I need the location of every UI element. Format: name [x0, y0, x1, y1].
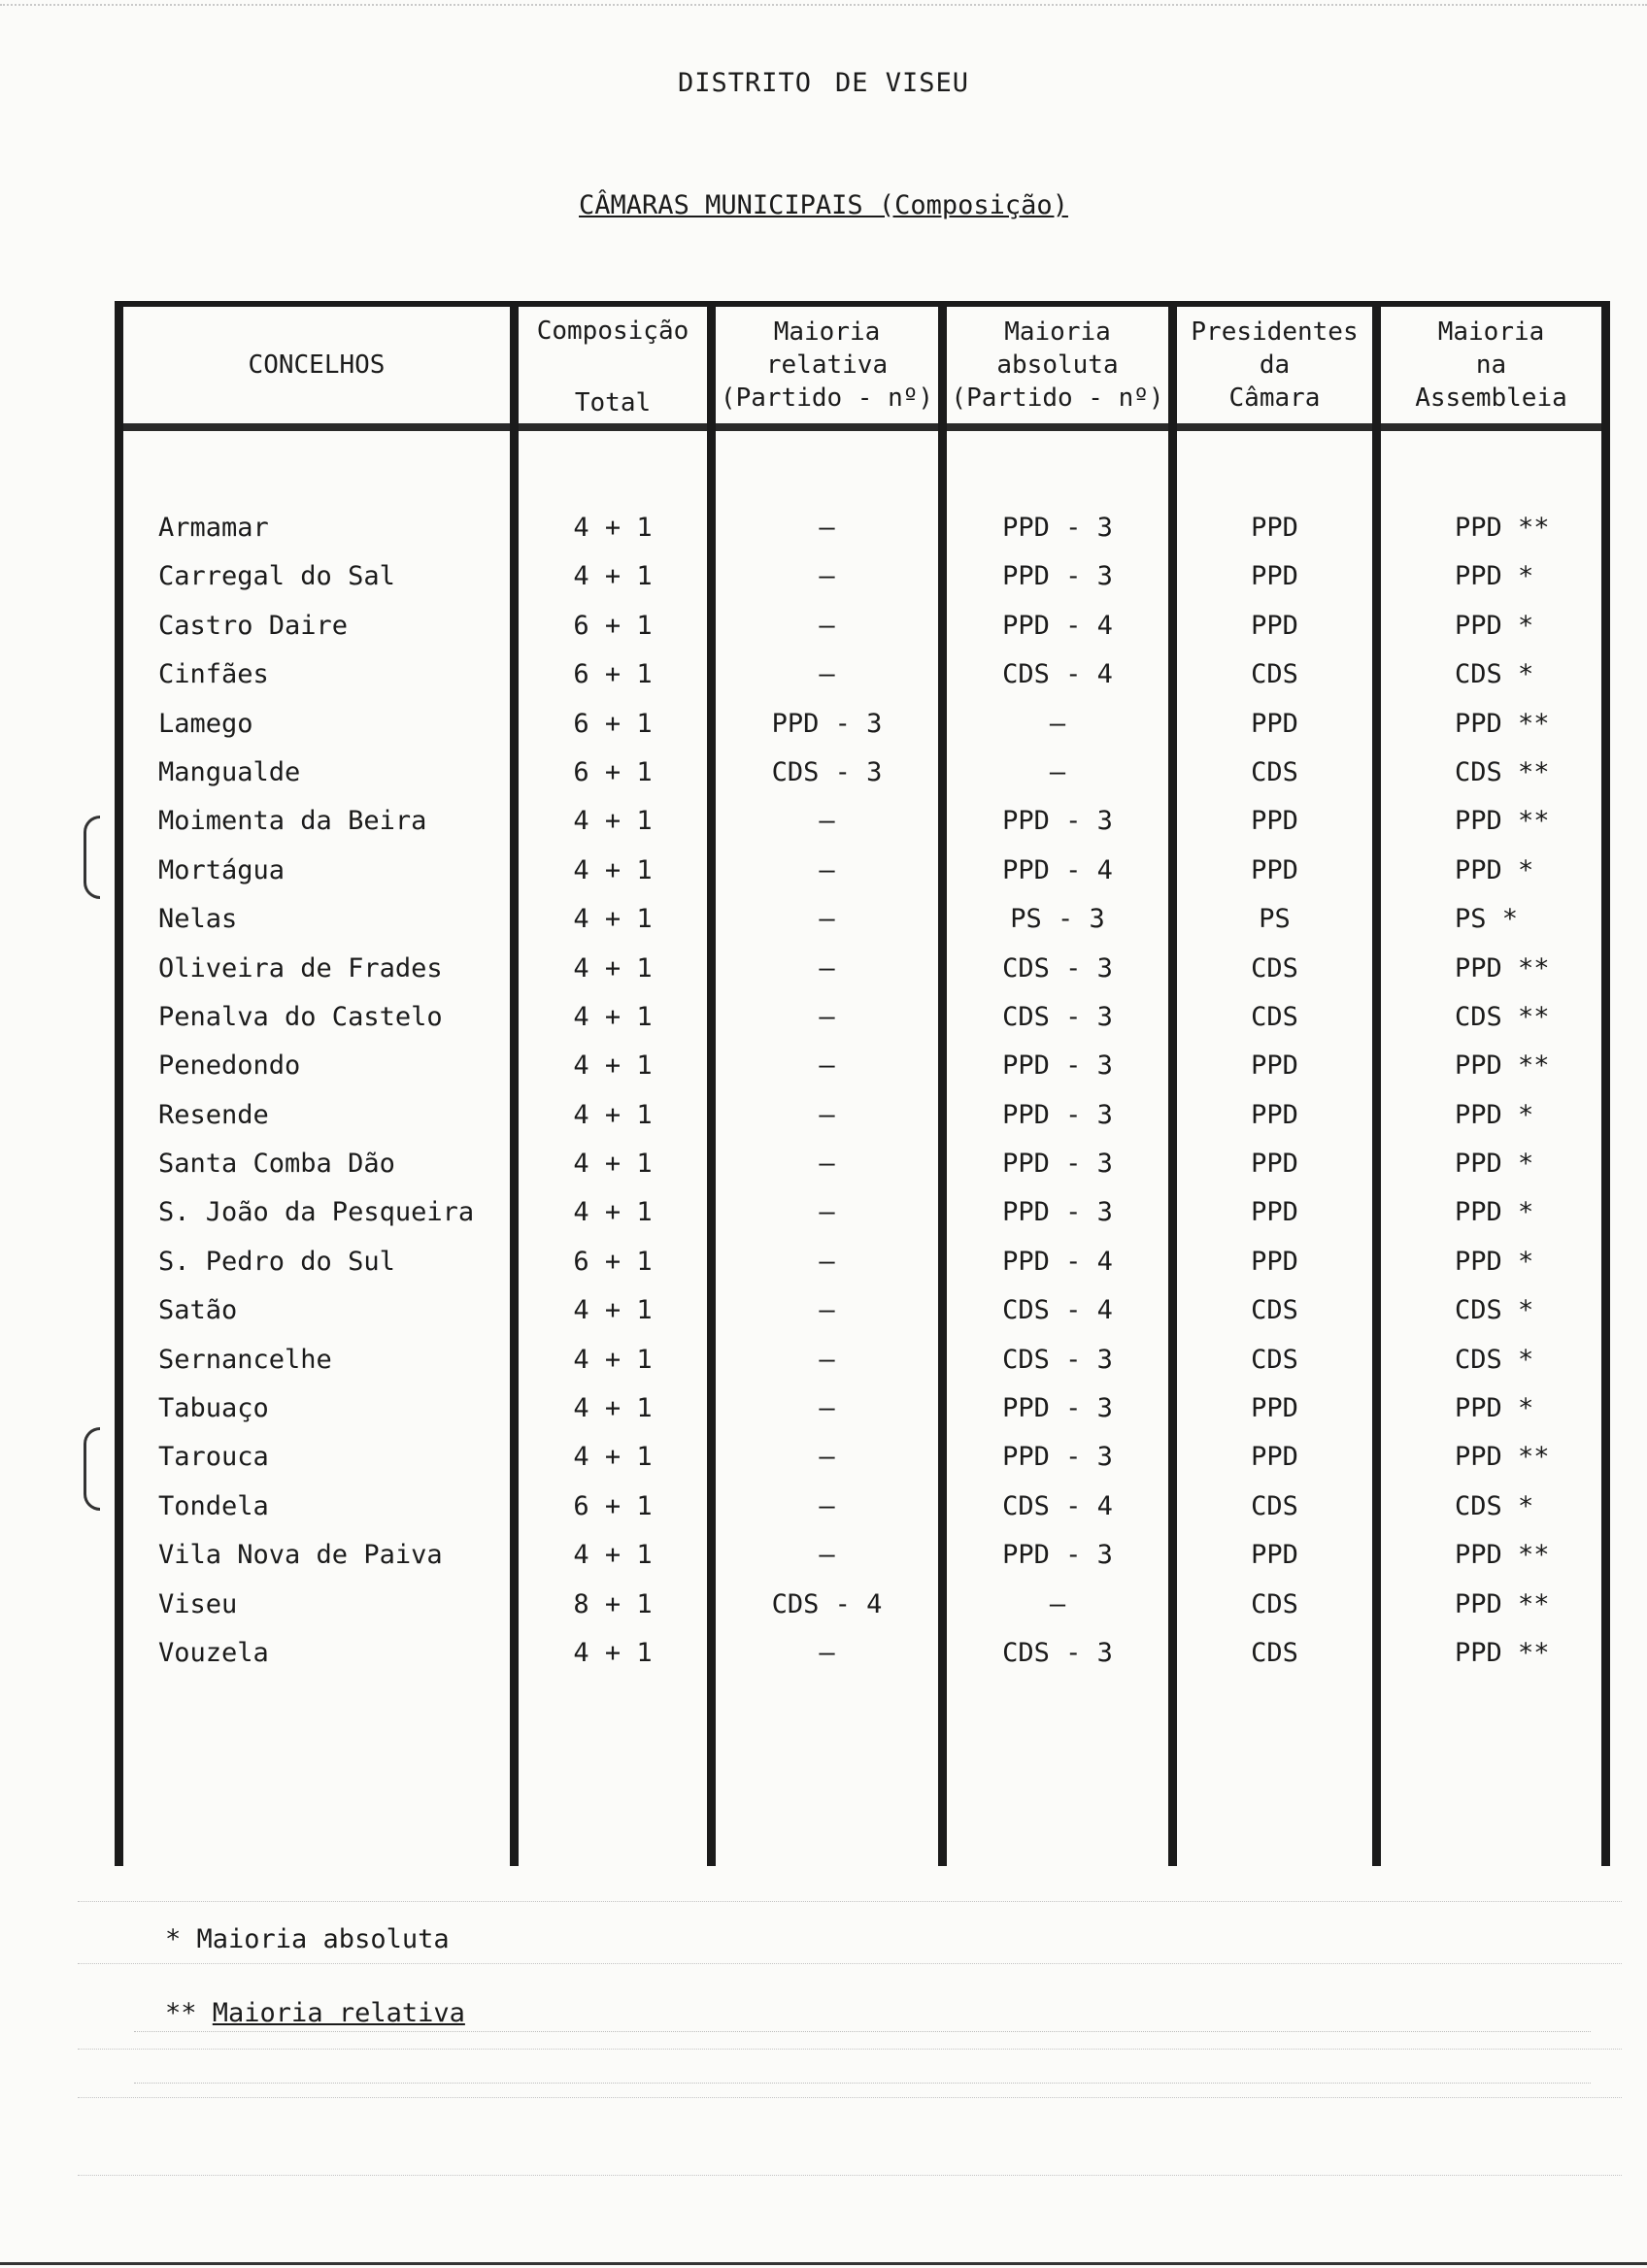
cell-presidente: PPD [1251, 1197, 1298, 1228]
legend-double-star-mark: ** [165, 1998, 197, 2028]
cell-maioria-relativa: — [819, 1099, 835, 1130]
cell-concelho: Carregal do Sal [158, 561, 395, 592]
cell-maioria-absoluta: PPD - 3 [1002, 1540, 1113, 1571]
cell-maioria-relativa: — [819, 561, 835, 592]
cell-maioria-relativa: PPD - 3 [771, 708, 883, 739]
cell-composicao: 4 + 1 [573, 1442, 653, 1473]
cell-assembleia: CDS ** [1455, 1001, 1550, 1032]
table-row [115, 701, 1610, 750]
cell-maioria-absoluta: PPD - 4 [1002, 610, 1113, 641]
cell-presidente: PPD [1251, 1393, 1298, 1424]
table-row [115, 750, 1610, 798]
header-text: na [1475, 350, 1507, 380]
cell-maioria-relativa: — [819, 1344, 835, 1375]
cell-presidente: CDS [1251, 756, 1298, 787]
cell-composicao: 4 + 1 [573, 513, 653, 543]
cell-maioria-relativa: — [819, 952, 835, 984]
cell-concelho: Resende [158, 1099, 269, 1130]
cell-composicao: 4 + 1 [573, 1051, 653, 1082]
header-text: Presidentes [1191, 317, 1359, 347]
composition-table [115, 301, 1610, 1866]
cell-assembleia: PPD * [1455, 610, 1534, 641]
header-maioria-relativa [716, 307, 938, 423]
table-row [115, 1239, 1610, 1287]
punch-hole-mark [84, 1427, 100, 1511]
cell-concelho: Viseu [158, 1588, 238, 1619]
cell-maioria-relativa: — [819, 659, 835, 690]
header-text: Maioria [773, 317, 881, 347]
cell-maioria-absoluta: CDS - 4 [1002, 1490, 1113, 1521]
cell-concelho: Tabuaço [158, 1393, 269, 1424]
cell-presidente: PPD [1251, 854, 1298, 885]
cell-maioria-absoluta: CDS - 3 [1002, 1344, 1113, 1375]
cell-concelho: Cinfães [158, 659, 269, 690]
header-text: (Partido - nº) [720, 384, 934, 413]
cell-presidente: PPD [1251, 513, 1298, 543]
cell-maioria-absoluta: PS - 3 [1010, 904, 1105, 935]
cell-presidente: CDS [1251, 1295, 1298, 1326]
cell-composicao: 4 + 1 [573, 1393, 653, 1424]
cell-presidente: PPD [1251, 561, 1298, 592]
cell-assembleia: PPD ** [1455, 1442, 1550, 1473]
district-name: DE VISEU [835, 68, 970, 98]
cell-presidente: PPD [1251, 1149, 1298, 1180]
district-label: DISTRITO [677, 68, 812, 98]
cell-assembleia: PPD ** [1455, 1051, 1550, 1082]
cell-maioria-relativa: — [819, 1442, 835, 1473]
cell-maioria-absoluta: CDS - 4 [1002, 1295, 1113, 1326]
cell-maioria-absoluta: CDS - 4 [1002, 659, 1113, 690]
header-text: (Partido - nº) [951, 384, 1164, 413]
page-subtitle [0, 190, 1647, 220]
cell-presidente: PPD [1251, 1099, 1298, 1130]
cell-concelho: S. Pedro do Sul [158, 1246, 395, 1277]
cell-composicao: 4 + 1 [573, 806, 653, 837]
cell-maioria-relativa: — [819, 610, 835, 641]
legend-double-star-text: Maioria relativa [212, 1998, 465, 2028]
cell-maioria-relativa: — [819, 1149, 835, 1180]
dotted-rule [78, 2175, 1622, 2176]
cell-presidente: PPD [1251, 610, 1298, 641]
cell-assembleia: CDS * [1455, 1490, 1534, 1521]
cell-maioria-relativa: — [819, 1540, 835, 1571]
cell-maioria-relativa: — [819, 1393, 835, 1424]
cell-maioria-absoluta: PPD - 3 [1002, 561, 1113, 592]
cell-composicao: 4 + 1 [573, 1295, 653, 1326]
header-presidentes [1177, 307, 1372, 423]
header-composicao [519, 307, 707, 423]
top-edge-dots [0, 4, 1647, 6]
cell-assembleia: PPD * [1455, 561, 1534, 592]
cell-concelho: Penedondo [158, 1051, 301, 1082]
cell-composicao: 6 + 1 [573, 708, 653, 739]
cell-maioria-absoluta: PPD - 3 [1002, 1099, 1113, 1130]
cell-assembleia: PPD * [1455, 1099, 1534, 1130]
cell-assembleia: CDS * [1455, 659, 1534, 690]
page-title [0, 68, 1647, 98]
cell-assembleia: PPD ** [1455, 513, 1550, 543]
cell-maioria-absoluta: PPD - 3 [1002, 1197, 1113, 1228]
cell-maioria-absoluta: PPD - 4 [1002, 854, 1113, 885]
header-text: relativa [765, 350, 889, 380]
table-row [115, 1287, 1610, 1336]
cell-presidente: CDS [1251, 1490, 1298, 1521]
table-row [115, 1434, 1610, 1483]
cell-composicao: 4 + 1 [573, 1197, 653, 1228]
cell-composicao: 6 + 1 [573, 610, 653, 641]
cell-maioria-relativa: — [819, 1197, 835, 1228]
table-row [115, 848, 1610, 896]
cell-assembleia: PPD * [1455, 1393, 1534, 1424]
blank-ruled-rows [115, 1981, 1610, 2084]
header-maioria-absoluta [947, 307, 1168, 423]
cell-maioria-absoluta: PPD - 3 [1002, 1393, 1113, 1424]
cell-concelho: Mortágua [158, 854, 286, 885]
cell-assembleia: PPD ** [1455, 708, 1550, 739]
table-row [115, 1532, 1610, 1581]
header-text: Maioria [1004, 317, 1111, 347]
cell-assembleia: PPD ** [1455, 952, 1550, 984]
cell-composicao: 6 + 1 [573, 1246, 653, 1277]
cell-presidente: PS [1259, 904, 1291, 935]
cell-assembleia: PPD * [1455, 1197, 1534, 1228]
cell-assembleia: PPD ** [1455, 1637, 1550, 1668]
cell-maioria-relativa: CDS - 4 [771, 1588, 883, 1619]
cell-concelho: Nelas [158, 904, 238, 935]
cell-concelho: Vouzela [158, 1637, 269, 1668]
header-text: Câmara [1228, 384, 1321, 413]
cell-composicao: 4 + 1 [573, 1540, 653, 1571]
table-row [115, 1630, 1610, 1679]
cell-maioria-relativa: — [819, 904, 835, 935]
table-body [115, 505, 1610, 1679]
table-row [115, 1043, 1610, 1091]
cell-assembleia: CDS ** [1455, 756, 1550, 787]
cell-maioria-relativa: CDS - 3 [771, 756, 883, 787]
cell-presidente: CDS [1251, 952, 1298, 984]
cell-concelho: Oliveira de Frades [158, 952, 443, 984]
cell-concelho: Armamar [158, 513, 269, 543]
cell-maioria-relativa: — [819, 854, 835, 885]
cell-maioria-absoluta: PPD - 3 [1002, 1051, 1113, 1082]
table-row [115, 994, 1610, 1043]
cell-presidente: CDS [1251, 1344, 1298, 1375]
header-text: absoluta [996, 350, 1119, 380]
cell-maioria-relativa: — [819, 1051, 835, 1082]
cell-composicao: 4 + 1 [573, 854, 653, 885]
cell-maioria-absoluta: PPD - 3 [1002, 1149, 1113, 1180]
header-text: da [1259, 350, 1291, 380]
cell-concelho: Sernancelhe [158, 1344, 332, 1375]
cell-composicao: 4 + 1 [573, 1001, 653, 1032]
cell-maioria-relativa: — [819, 513, 835, 543]
cell-presidente: CDS [1251, 1588, 1298, 1619]
dotted-rule [78, 1901, 1622, 1902]
cell-presidente: CDS [1251, 1637, 1298, 1668]
cell-assembleia: PPD ** [1455, 806, 1550, 837]
cell-assembleia: PPD * [1455, 1149, 1534, 1180]
cell-composicao: 4 + 1 [573, 1344, 653, 1375]
cell-concelho: Tarouca [158, 1442, 269, 1473]
cell-concelho: Mangualde [158, 756, 301, 787]
cell-maioria-absoluta: CDS - 3 [1002, 952, 1113, 984]
cell-maioria-absoluta: PPD - 3 [1002, 513, 1113, 543]
cell-concelho: Santa Comba Dão [158, 1149, 395, 1180]
cell-composicao: 4 + 1 [573, 561, 653, 592]
table-row [115, 1484, 1610, 1532]
cell-concelho: Castro Daire [158, 610, 349, 641]
table-row [115, 553, 1610, 602]
cell-presidente: PPD [1251, 1051, 1298, 1082]
table-row [115, 1582, 1610, 1630]
cell-maioria-relativa: — [819, 1637, 835, 1668]
cell-maioria-relativa: — [819, 806, 835, 837]
cell-maioria-relativa: — [819, 1246, 835, 1277]
punch-hole-mark [84, 816, 100, 899]
cell-presidente: PPD [1251, 1246, 1298, 1277]
header-concelhos [123, 307, 510, 423]
cell-composicao: 6 + 1 [573, 756, 653, 787]
table-row [115, 798, 1610, 847]
header-text: Assembleia [1415, 384, 1567, 413]
cell-composicao: 8 + 1 [573, 1588, 653, 1619]
cell-concelho: Tondela [158, 1490, 269, 1521]
cell-composicao: 6 + 1 [573, 1490, 653, 1521]
cell-assembleia: PPD * [1455, 854, 1534, 885]
subtitle-text: CÂMARAS MUNICIPAIS (Composição) [579, 190, 1068, 220]
cell-presidente: CDS [1251, 1001, 1298, 1032]
cell-assembleia: CDS * [1455, 1344, 1534, 1375]
cell-assembleia: CDS * [1455, 1295, 1534, 1326]
cell-maioria-absoluta: PPD - 3 [1002, 1442, 1113, 1473]
cell-concelho: Lamego [158, 708, 253, 739]
table-row [115, 505, 1610, 553]
cell-maioria-relativa: — [819, 1001, 835, 1032]
legend-single-star: * Maioria absoluta [165, 1924, 450, 1954]
cell-assembleia: PPD ** [1455, 1588, 1550, 1619]
cell-presidente: PPD [1251, 1540, 1298, 1571]
cell-concelho: Penalva do Castelo [158, 1001, 443, 1032]
cell-composicao: 4 + 1 [573, 1149, 653, 1180]
cell-maioria-absoluta: — [1049, 756, 1066, 787]
cell-concelho: S. João da Pesqueira [158, 1197, 475, 1228]
table-header-divider [115, 423, 1610, 431]
bottom-edge-rule [0, 2262, 1647, 2265]
header-text: Maioria [1437, 317, 1545, 347]
header-text: Composição [536, 317, 689, 346]
cell-maioria-absoluta: — [1049, 708, 1066, 739]
cell-maioria-relativa: — [819, 1490, 835, 1521]
cell-maioria-absoluta: — [1049, 1588, 1066, 1619]
header-text: Total [574, 388, 652, 417]
table-row [115, 946, 1610, 994]
cell-composicao: 4 + 1 [573, 1637, 653, 1668]
cell-maioria-absoluta: CDS - 3 [1002, 1637, 1113, 1668]
cell-composicao: 4 + 1 [573, 904, 653, 935]
table-row [115, 603, 1610, 651]
table-row [115, 1092, 1610, 1141]
table-row [115, 1141, 1610, 1189]
table-row [115, 1337, 1610, 1385]
cell-maioria-absoluta: CDS - 3 [1002, 1001, 1113, 1032]
cell-presidente: PPD [1251, 1442, 1298, 1473]
table-row [115, 651, 1610, 700]
table-row [115, 1385, 1610, 1434]
legend-double-star [165, 1998, 465, 2028]
cell-concelho: Moimenta da Beira [158, 806, 427, 837]
cell-maioria-absoluta: PPD - 4 [1002, 1246, 1113, 1277]
cell-assembleia: PPD ** [1455, 1540, 1550, 1571]
cell-composicao: 4 + 1 [573, 1099, 653, 1130]
cell-composicao: 6 + 1 [573, 659, 653, 690]
cell-presidente: PPD [1251, 806, 1298, 837]
cell-assembleia: PPD * [1455, 1246, 1534, 1277]
table-row [115, 896, 1610, 945]
dotted-rule [78, 2049, 1622, 2050]
cell-maioria-relativa: — [819, 1295, 835, 1326]
cell-presidente: PPD [1251, 708, 1298, 739]
table-row [115, 1189, 1610, 1238]
header-text: CONCELHOS [248, 350, 386, 380]
cell-assembleia: PS * [1455, 904, 1519, 935]
cell-maioria-absoluta: PPD - 3 [1002, 806, 1113, 837]
dotted-rule [78, 2097, 1622, 2098]
cell-concelho: Satão [158, 1295, 238, 1326]
header-assembleia [1381, 307, 1601, 423]
cell-concelho: Vila Nova de Paiva [158, 1540, 443, 1571]
dotted-rule [78, 1963, 1622, 1964]
cell-presidente: CDS [1251, 659, 1298, 690]
cell-composicao: 4 + 1 [573, 952, 653, 984]
